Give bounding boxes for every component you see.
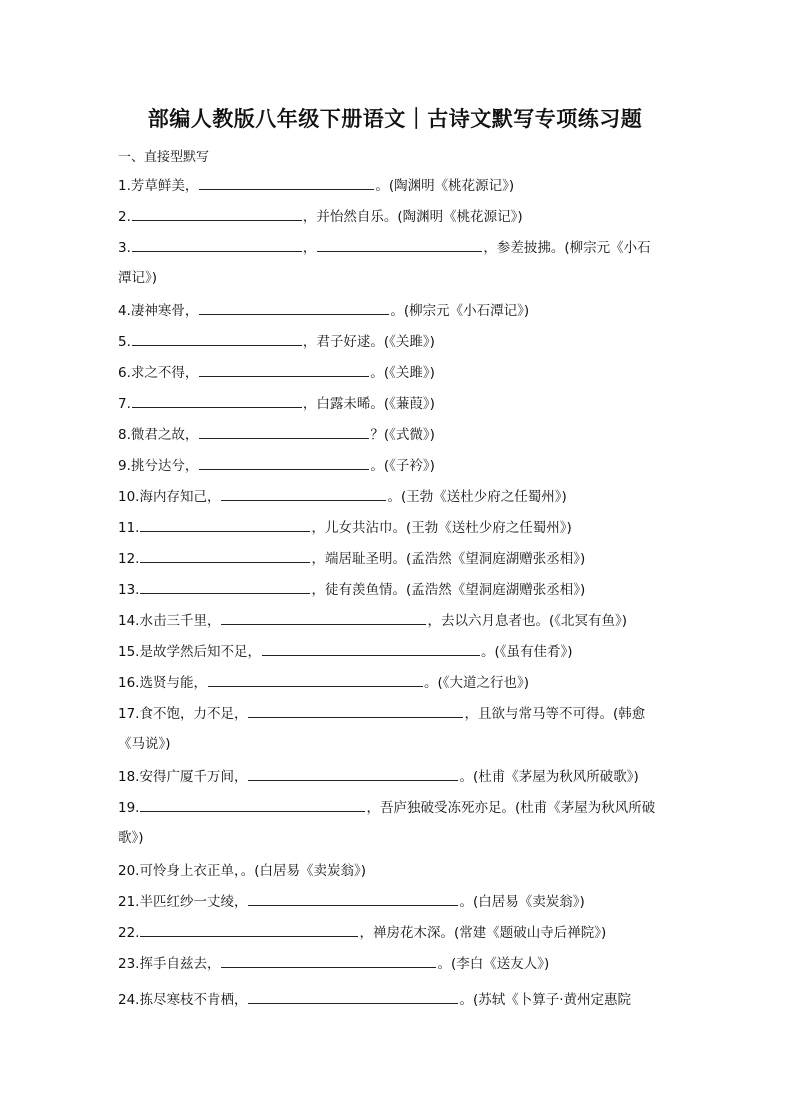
question-22: 22. ，禅房花木深。(常建《题破山寺后禅院》) bbox=[118, 925, 607, 941]
question-18: 18.安得广厦千万间， 。(杜甫《茅屋为秋风所破歌》) bbox=[118, 769, 639, 785]
answer-blank[interactable] bbox=[199, 302, 389, 315]
question-1: 1.芳草鲜美， 。(陶渊明《桃花源记》) bbox=[118, 178, 515, 194]
answer-blank[interactable] bbox=[208, 674, 423, 687]
answer-blank[interactable] bbox=[248, 768, 458, 781]
question-23: 23.挥手自兹去， 。(李白《送友人》) bbox=[118, 956, 550, 972]
answer-blank[interactable] bbox=[140, 581, 310, 594]
answer-blank[interactable] bbox=[248, 893, 458, 906]
answer-blank[interactable] bbox=[199, 426, 369, 439]
question-24: 24.拣尽寒枝不肯栖， 。(苏轼《卜算子·黄州定惠院 bbox=[118, 992, 632, 1008]
question-8: 8.微君之故， ？(《式微》) bbox=[118, 427, 435, 443]
answer-blank[interactable] bbox=[140, 519, 310, 532]
question-5: 5. ，君子好逑。(《关雎》) bbox=[118, 334, 435, 350]
question-11: 11. ，儿女共沾巾。(王勃《送杜少府之任蜀州》) bbox=[118, 520, 572, 536]
answer-blank[interactable] bbox=[248, 705, 463, 718]
answer-blank[interactable] bbox=[262, 643, 480, 656]
answer-blank[interactable] bbox=[199, 364, 369, 377]
answer-blank[interactable] bbox=[132, 239, 302, 252]
question-15: 15.是故学然后知不足， 。(《虽有佳肴》) bbox=[118, 644, 573, 660]
answer-blank[interactable] bbox=[140, 924, 358, 937]
question-13: 13. ，徒有羡鱼情。(孟浩然《望洞庭湖赠张丞相》) bbox=[118, 582, 586, 598]
question-4: 4.凄神寒骨， 。(柳宗元《小石潭记》) bbox=[118, 303, 530, 319]
question-14: 14.水击三千里， ，去以六月息者也。(《北冥有鱼》) bbox=[118, 613, 628, 629]
section-heading: 一、直接型默写 bbox=[118, 150, 210, 165]
answer-blank[interactable] bbox=[248, 991, 458, 1004]
question-9: 9.挑兮达兮， 。(《子衿》) bbox=[118, 458, 435, 474]
question-2: 2. ，并怡然自乐。(陶渊明《桃花源记》) bbox=[118, 209, 523, 225]
question-21: 21.半匹红纱一丈绫， 。(白居易《卖炭翁》) bbox=[118, 894, 585, 910]
question-7: 7. ，白露未晞。(《蒹葭》) bbox=[118, 396, 435, 412]
question-6: 6.求之不得， 。(《关雎》) bbox=[118, 365, 435, 381]
question-19: 19. ，吾庐独破受冻死亦足。(杜甫《茅屋为秋风所破 歌》) bbox=[118, 800, 656, 846]
answer-blank[interactable] bbox=[221, 955, 436, 968]
answer-blank[interactable] bbox=[140, 799, 365, 812]
answer-blank[interactable] bbox=[221, 612, 426, 625]
answer-blank[interactable] bbox=[317, 239, 482, 252]
question-12: 12. ，端居耻圣明。(孟浩然《望洞庭湖赠张丞相》) bbox=[118, 551, 586, 567]
question-10: 10.海内存知己， 。(王勃《送杜少府之任蜀州》) bbox=[118, 489, 567, 505]
answer-blank[interactable] bbox=[132, 395, 302, 408]
answer-blank[interactable] bbox=[199, 457, 369, 470]
question-20: 20.可怜身上衣正单，。(白居易《卖炭翁》) bbox=[118, 863, 367, 879]
answer-blank[interactable] bbox=[132, 208, 302, 221]
page-title: 部编人教版八年级下册语文｜古诗文默写专项练习题 bbox=[147, 107, 643, 131]
question-3: 3. ， ，参差披拂。(柳宗元《小石 潭记》) bbox=[118, 240, 651, 286]
answer-blank[interactable] bbox=[199, 177, 374, 190]
answer-blank[interactable] bbox=[140, 550, 310, 563]
answer-blank[interactable] bbox=[132, 333, 302, 346]
answer-blank[interactable] bbox=[221, 488, 386, 501]
question-16: 16.选贤与能， 。(《大道之行也》) bbox=[118, 675, 530, 691]
question-17: 17.食不饱，力不足， ，且欲与常马等不可得。(韩愈 《马说》) bbox=[118, 706, 646, 752]
